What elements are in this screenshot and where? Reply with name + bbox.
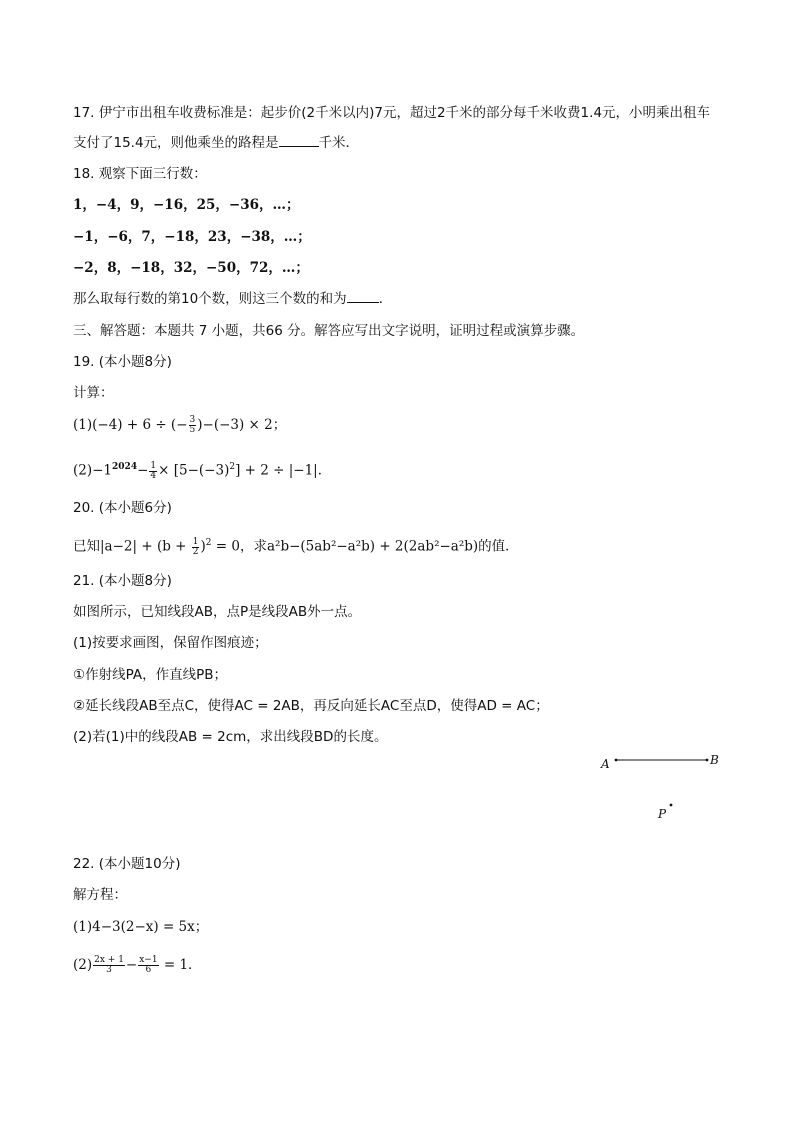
- q17-answer-blank[interactable]: [279, 134, 319, 147]
- q18-intro: 18. 观察下面三行数：: [73, 166, 207, 182]
- q22-p2-post: = 1．: [159, 957, 202, 973]
- q22-p2-fraction2: [138, 956, 158, 975]
- q19-p1-den: 5: [189, 425, 196, 435]
- q21-heading: 21. (本小题8分): [73, 573, 172, 589]
- q22-p2-num2: x−1: [139, 955, 158, 965]
- q20-exp: 2: [205, 538, 212, 548]
- q19-p1-num: 3: [189, 415, 196, 425]
- q19-p2-mid2: × [5−(−3): [158, 462, 230, 479]
- q22-p2-pre: (2): [73, 957, 93, 973]
- q19-p2-mid1: −: [137, 462, 149, 479]
- q19-p1-pre: (1)(−4) + 6 ÷ (−: [73, 417, 188, 433]
- q19-part1: [73, 416, 286, 435]
- point-a: [615, 759, 618, 762]
- q19-p2-exp: 2024: [112, 462, 138, 472]
- q21-intro: 如图所示，已知线段AB，点P是线段AB外一点。: [73, 604, 362, 620]
- q17-line2: [73, 134, 359, 152]
- q18-answer-blank[interactable]: [347, 290, 379, 303]
- q18-row1: 1，−4，9，−16，25，−36，…；: [73, 197, 300, 213]
- q20-fraction: [192, 538, 200, 557]
- q18-ask: [73, 290, 392, 308]
- point-p: [670, 804, 673, 807]
- q17-text: 支付了15.4元，则他乘坐的路程是: [73, 135, 279, 151]
- q22-p2-den2: 6: [145, 965, 152, 975]
- q18-ask-end: ．: [378, 291, 393, 307]
- q22-p2-den1: 3: [106, 965, 112, 975]
- q19-p2-exp2: 2: [229, 462, 236, 472]
- q21-part2: (2)若(1)中的线段AB = 2cm，求出线段BD的长度。: [73, 729, 388, 745]
- label-a: A: [601, 757, 610, 771]
- label-p: P: [658, 807, 667, 821]
- q19-p1-fraction: [189, 416, 197, 435]
- q19-part2: [73, 458, 331, 481]
- point-b: [706, 759, 709, 762]
- q19-p2-pre: (2)−1: [73, 462, 113, 479]
- section-three-heading: 三、解答题：本题共 7 小题，共66 分。解答应写出文字说明，证明过程或演算步骤。: [73, 323, 585, 339]
- q21-part1: (1)按要求画图，保留作图痕迹；: [73, 635, 268, 651]
- q19-p2-post: ] + 2 ÷ |−1|．: [235, 462, 332, 479]
- q22-p2-fraction1: [93, 956, 125, 975]
- q22-p2-mid: −: [125, 957, 138, 973]
- q22-intro: 解方程：: [73, 887, 127, 903]
- q22-p2-num1: 2x + 1: [94, 955, 124, 965]
- q19-p2-num: 1: [150, 460, 157, 471]
- label-b: B: [710, 753, 719, 767]
- q19-intro: 计算：: [73, 385, 114, 401]
- q22-part2: [73, 956, 202, 975]
- q17-line1: 17. 伊宁市出租车收费标准是：起步价(2千米以内)7元，超过2千米的部分每千米收费1.4元，小明乘出租车: [73, 105, 711, 121]
- q19-p2-den: 4: [150, 470, 157, 481]
- q20-body: [73, 534, 519, 557]
- q19-heading: 19. (本小题8分): [73, 354, 172, 370]
- q17-unit: 千米．: [318, 135, 360, 151]
- q19-p2-fraction: [149, 462, 157, 481]
- q22-part1: (1)4−3(2−x) = 5x；: [73, 919, 209, 935]
- q18-ask-text: 那么取每行数的第10个数，则这三个数的和为: [73, 291, 347, 307]
- q20-post: = 0，求a²b−(5ab²−a²b) + 2(2ab²−a²b)的值．: [211, 538, 519, 555]
- q18-row2: −1，−6，7，−18，23，−38，…；: [73, 229, 311, 245]
- q20-mid: ): [200, 538, 206, 555]
- q20-pre: 已知|a−2| + (b +: [73, 538, 191, 555]
- q19-p1-post: )−(−3) × 2；: [197, 417, 287, 433]
- q18-row3: −2，8，−18，32，−50，72，…；: [73, 260, 309, 276]
- q21-part1b: ②延长线段AB至点C，使得AC = 2AB，再反向延长AC至点D，使得AD = AC；: [73, 698, 549, 714]
- q22-heading: 22. (本小题10分): [73, 856, 181, 872]
- q20-den: 2: [192, 546, 199, 557]
- q20-num: 1: [192, 536, 199, 547]
- q21-part1a: ①作射线PA，作直线PB；: [73, 667, 228, 683]
- q20-heading: 20. (本小题6分): [73, 500, 172, 516]
